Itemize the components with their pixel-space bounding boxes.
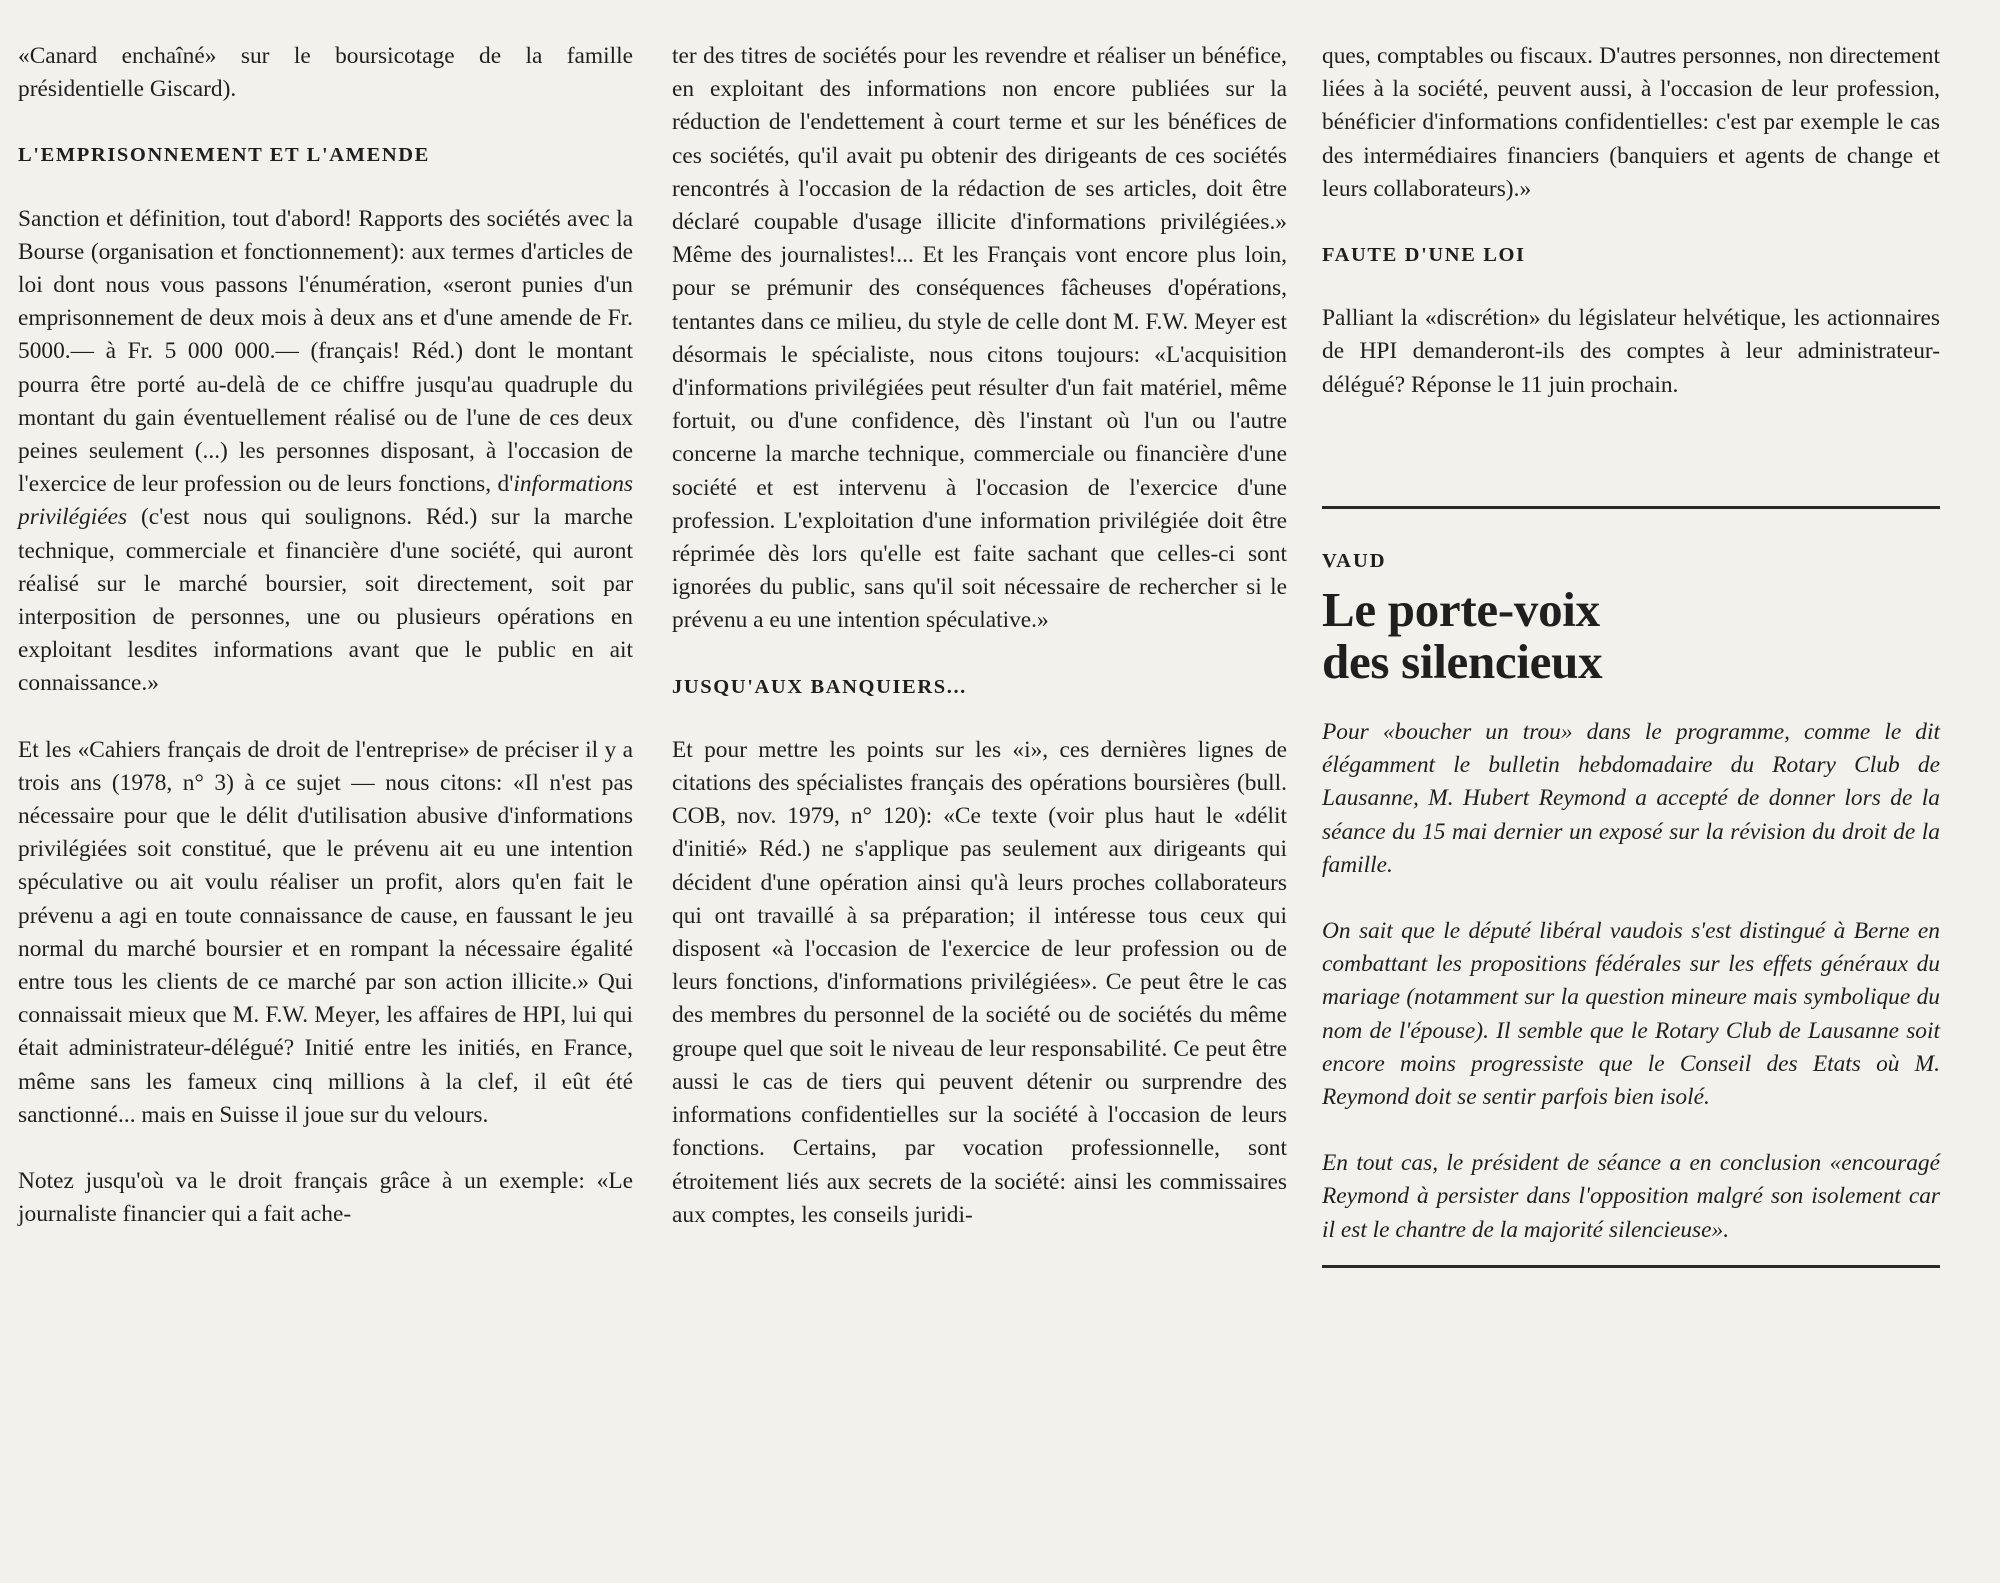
subhead-emprisonnement: L'EMPRISONNEMENT ET L'AMENDE: [18, 144, 430, 167]
paragraph-cahiers: Et les «Cahiers français de droit de l'entreprise» de préciser il y a trois ans (1978, n° 3) à ce sujet — nous citons: «Il n'est pas nécessaire pour que le délit d'utilisation abusive d'informations privilégiées soit constitué, que le prévenu ait eu une intention spéculative ou ait voulu réaliser un profit, alors qu'en fait le prévenu a agi en toute connaissance de cause, en faussant le jeu normal du marché boursier et en rompant la nécessaire égalité entre tous les clients de ce marché par son action illicite.» Qui connaissait mieux que M. F.W. Meyer, les affaires de HPI, lui qui était administrateur-délégué? Initié entre les initiés, en France, même sans les fameux cinq millions à la clef, il eût été sanctionné... mais en Suisse il joue sur du velours.: [18, 736, 633, 1128]
column-2: [672, 40, 1287, 1232]
subhead-faute: FAUTE D'UNE LOI: [1322, 244, 1526, 267]
headline-line-2: des silencieux: [1322, 634, 1603, 690]
paragraph-journaliste: ter des titres de sociétés pour les revendre et réaliser un bénéfice, en exploitant des informations non encore publiées sur la réduction de l'endettement à court terme et sur les bénéfices de ces sociétés, qu'il avait pu obtenir des dirigeants de ces sociétés rencontrés à l'occasion de la rédaction de ses articles, doit être déclaré coupable d'usage illicite d'informations privilégiées.» Même des journalistes!... Et les Français vont encore plus loin, pour se prémunir des conséquences fâcheuses d'opérations, tentantes dans ce milieu, du style de celle dont M. F.W. Meyer est désormais le spécialiste, nous citons toujours: «L'acquisition d'informations privilégiées peut résulter d'un fait matériel, même fortuit, ou d'une confidence, dès l'instant où l'un ou l'autre concerne la marche technique, commerciale ou financière d'une société et est intervenu à l'occasion de l'exercice d'une profession. L'exploitation d'une information privilégiée doit être réprimée dès lors qu'elle est faite sachant que celles-ci sont ignorées du public, sans qu'il soit nécessaire de rechercher si le prévenu a eu une intention spéculative.»: [672, 43, 1287, 634]
paragraph-palliant: Palliant la «discrétion» du législateur helvétique, les actionnaires de HPI demanderont-ils des comptes à leur administrateur-délégué? Réponse le 11 juin prochain.: [1322, 305, 1940, 398]
section-kicker: VAUD: [1322, 549, 1387, 572]
headline-line-1: Le porte-voix: [1322, 582, 1600, 638]
paragraph-comptables: ques, comptables ou fiscaux. D'autres personnes, non directement liées à la société, peuvent aussi, à l'occasion de leur profession, bénéficier d'informations confidentielles: c'est par exemple le cas des intermédiaires financiers (banquiers et agents de change et leurs collaborateurs).»: [1322, 43, 1940, 202]
paragraph-points: Et pour mettre les points sur les «i», ces dernières lignes de citations des spécialistes français des opérations boursières (bull. COB, nov. 1979, n° 120): «Ce texte (voir plus haut le «délit d'initié» Réd.) ne s'applique pas seulement aux dirigeants qui décident d'une opération ainsi qu'à leurs proches collaborateurs qui ont travaillé à sa préparation; il intéresse tous ceux qui disposent «à l'occasion de l'exercice de leur profession ou de leurs fonctions, d'informations privilégiées». Ce peut être le cas des membres du personnel de la société ou de sociétés du même groupe quel que soit le niveau de leur responsabilité. Ce peut être aussi le cas de tiers qui peuvent détenir ou surprendre des informations confidentielles sur la société à l'occasion de leurs fonctions. Certains, par vocation professionnelle, sont étroitement liés aux secrets de la société: ainsi les commissaires aux comptes, les conseils juridi-: [672, 736, 1287, 1228]
paragraph-conclusion: En tout cas, le président de séance a en conclusion «encouragé Reymond à persister dans l'opposition malgré son isolement car il est le chantre de la majorité silencieuse».: [1322, 1150, 1940, 1243]
paragraph-sanction: [18, 203, 633, 701]
paragraph-intro: «Canard enchaîné» sur le boursicotage de la famille présidentielle Giscard).: [18, 43, 633, 103]
divider-bottom: [1322, 1265, 1940, 1268]
paragraph-exemple: Notez jusqu'où va le droit français grâce à un exemple: «Le journaliste financier qui a fait ache-: [18, 1168, 633, 1228]
column-1: [18, 40, 633, 1232]
column-3: [1322, 40, 1940, 1268]
divider-top: [1322, 506, 1940, 509]
article-headline: [1322, 584, 1940, 688]
paragraph-rotary: Pour «boucher un trou» dans le programme, comme le dit élégamment le bulletin hebdomadaire du Rotary Club de Lausanne, M. Hubert Reymond a accepté de donner lors de la séance du 15 mai dernier un exposé sur la révision du droit de la famille.: [1322, 719, 1940, 878]
article-body: [1322, 716, 1940, 1247]
paragraph-sanction-part1: Sanction et définition, tout d'abord! Rapports des sociétés avec la Bourse (organisation et fonctionnement): aux termes d'articles de loi dont nous vous passons l'énumération, «seront punies d'un emprisonnement de deux mois à deux ans et d'une amende de Fr. 5000.— à Fr. 5 000 000.— (français! Réd.) dont le montant pourra être porté au-delà de ce chiffre jusqu'au quadruple du montant du gain éventuellement réalisé ou de l'une de ces deux peines seulement (...) les personnes disposant, à l'occasion de l'exercice de leur profession ou de leurs fonctions, d': [18, 205, 633, 498]
paragraph-depute: On sait que le député libéral vaudois s'est distingué à Berne en combattant les propositions fédérales sur les effets généraux du mariage (notamment sur la question mineure mais symbolique du nom de l'épouse). Il semble que le Rotary Club de Lausanne soit encore moins progressiste que le Conseil des Etats où M. Reymond doit se sentir parfois bien isolé.: [1322, 918, 1940, 1111]
emphasis-informations: informations privilégiées: [18, 471, 633, 531]
paragraph-sanction-part2: (c'est nous qui soulignons. Réd.) sur la marche technique, commerciale et financière d'une société, qui auront réalisé sur le marché boursier, soit directement, soit par interposition de personnes, une ou plusieurs opérations en exploitant lesdites informations avant que le public en ait connaissance.»: [18, 504, 633, 697]
subhead-banquiers: JUSQU'AUX BANQUIERS...: [672, 675, 967, 698]
